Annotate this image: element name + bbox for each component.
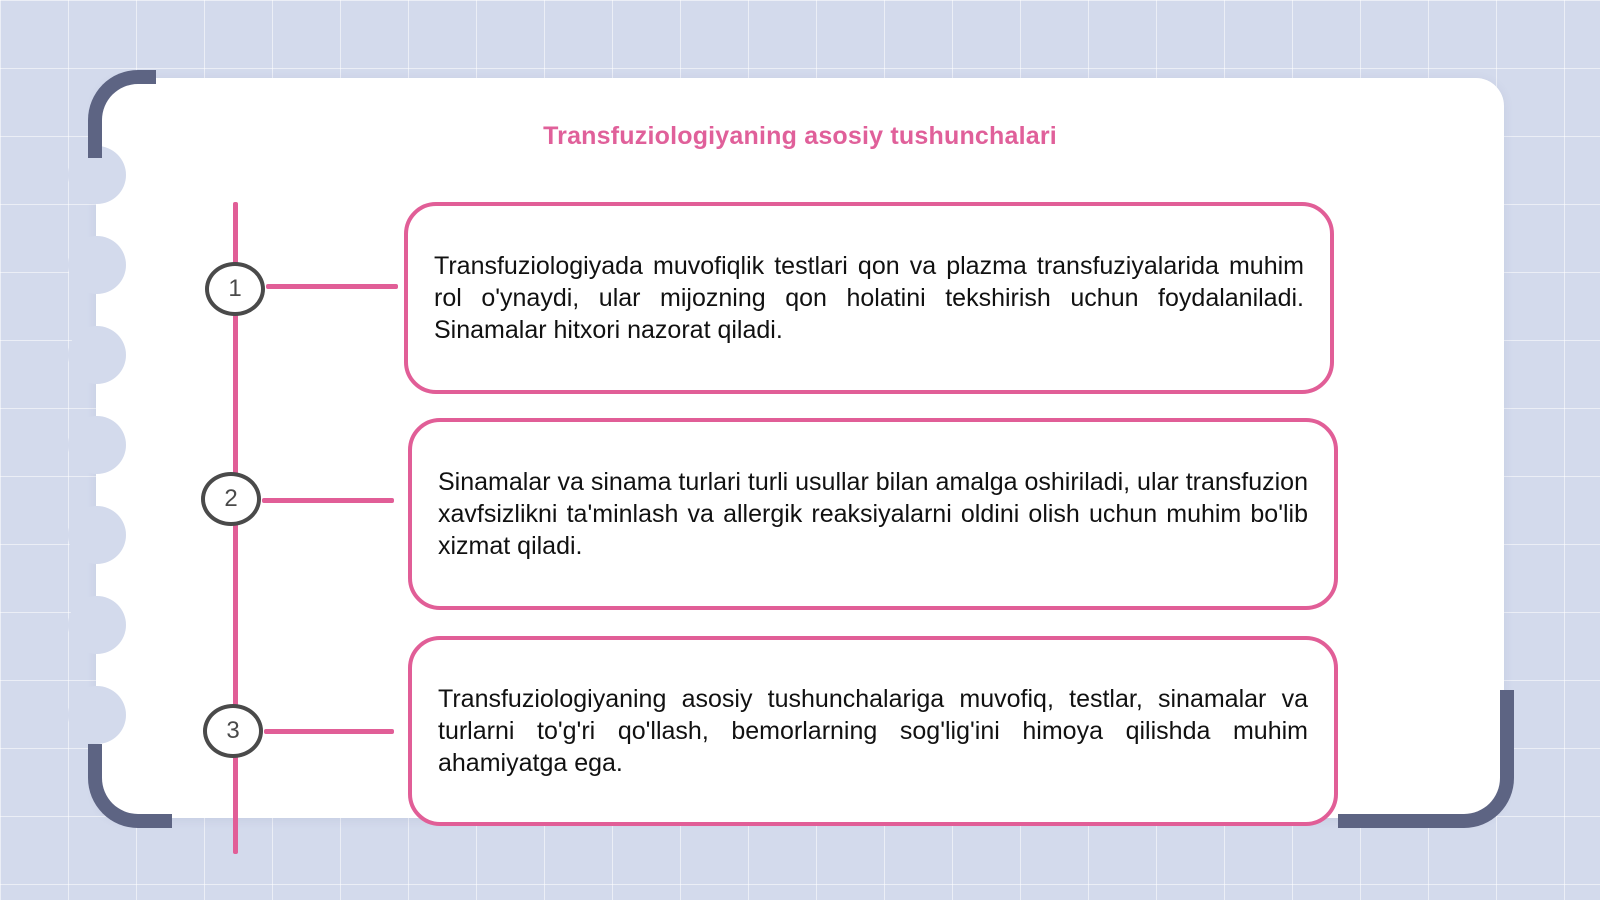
step-text-1: Transfuziologiyada muvofiqlik testlari qon va plazma transfuziyalarida muhim rol o'ynaydi, ular mijozning qon holatini tekshirish uchun foydalaniladi. Sinamalar hitxori nazorat qiladi.: [434, 252, 1304, 344]
step-text-3: Transfuziologiyaning asosiy tushunchalariga muvofiq, testlar, sinamalar va turlarni to'g'ri qo'llash, bemorlarning sog'lig'ini himoya qilishda muhim ahamiyatga ega.: [438, 685, 1308, 777]
paper-notch: [68, 326, 126, 384]
paper-notch: [68, 596, 126, 654]
paper-notch: [68, 686, 126, 744]
step-card-2: [408, 418, 1338, 610]
timeline-connector-2: [262, 498, 394, 503]
corner-bracket-bottom-left: [88, 744, 172, 828]
timeline-connector-3: [264, 729, 394, 734]
slide-title: Transfuziologiyaning asosiy tushunchalari: [543, 122, 1057, 150]
step-number-3: 3: [203, 704, 263, 758]
step-text-2: Sinamalar va sinama turlari turli usullar bilan amalga oshiriladi, ular transfuzion xavfsizlikni ta'minlash va allergik reaksiyalarni oldini olish uchun muhim bo'lib xizmat qiladi.: [438, 468, 1308, 560]
step-number-2: 2: [201, 472, 261, 526]
step-card-1: [404, 202, 1334, 394]
timeline-connector-1: [266, 284, 398, 289]
corner-bracket-top-left: [88, 70, 156, 158]
step-card-3: [408, 636, 1338, 826]
paper-notch: [68, 506, 126, 564]
paper-notch: [68, 236, 126, 294]
paper-notch: [68, 416, 126, 474]
step-number-1: 1: [205, 262, 265, 316]
corner-bracket-bottom-right: [1338, 690, 1514, 828]
